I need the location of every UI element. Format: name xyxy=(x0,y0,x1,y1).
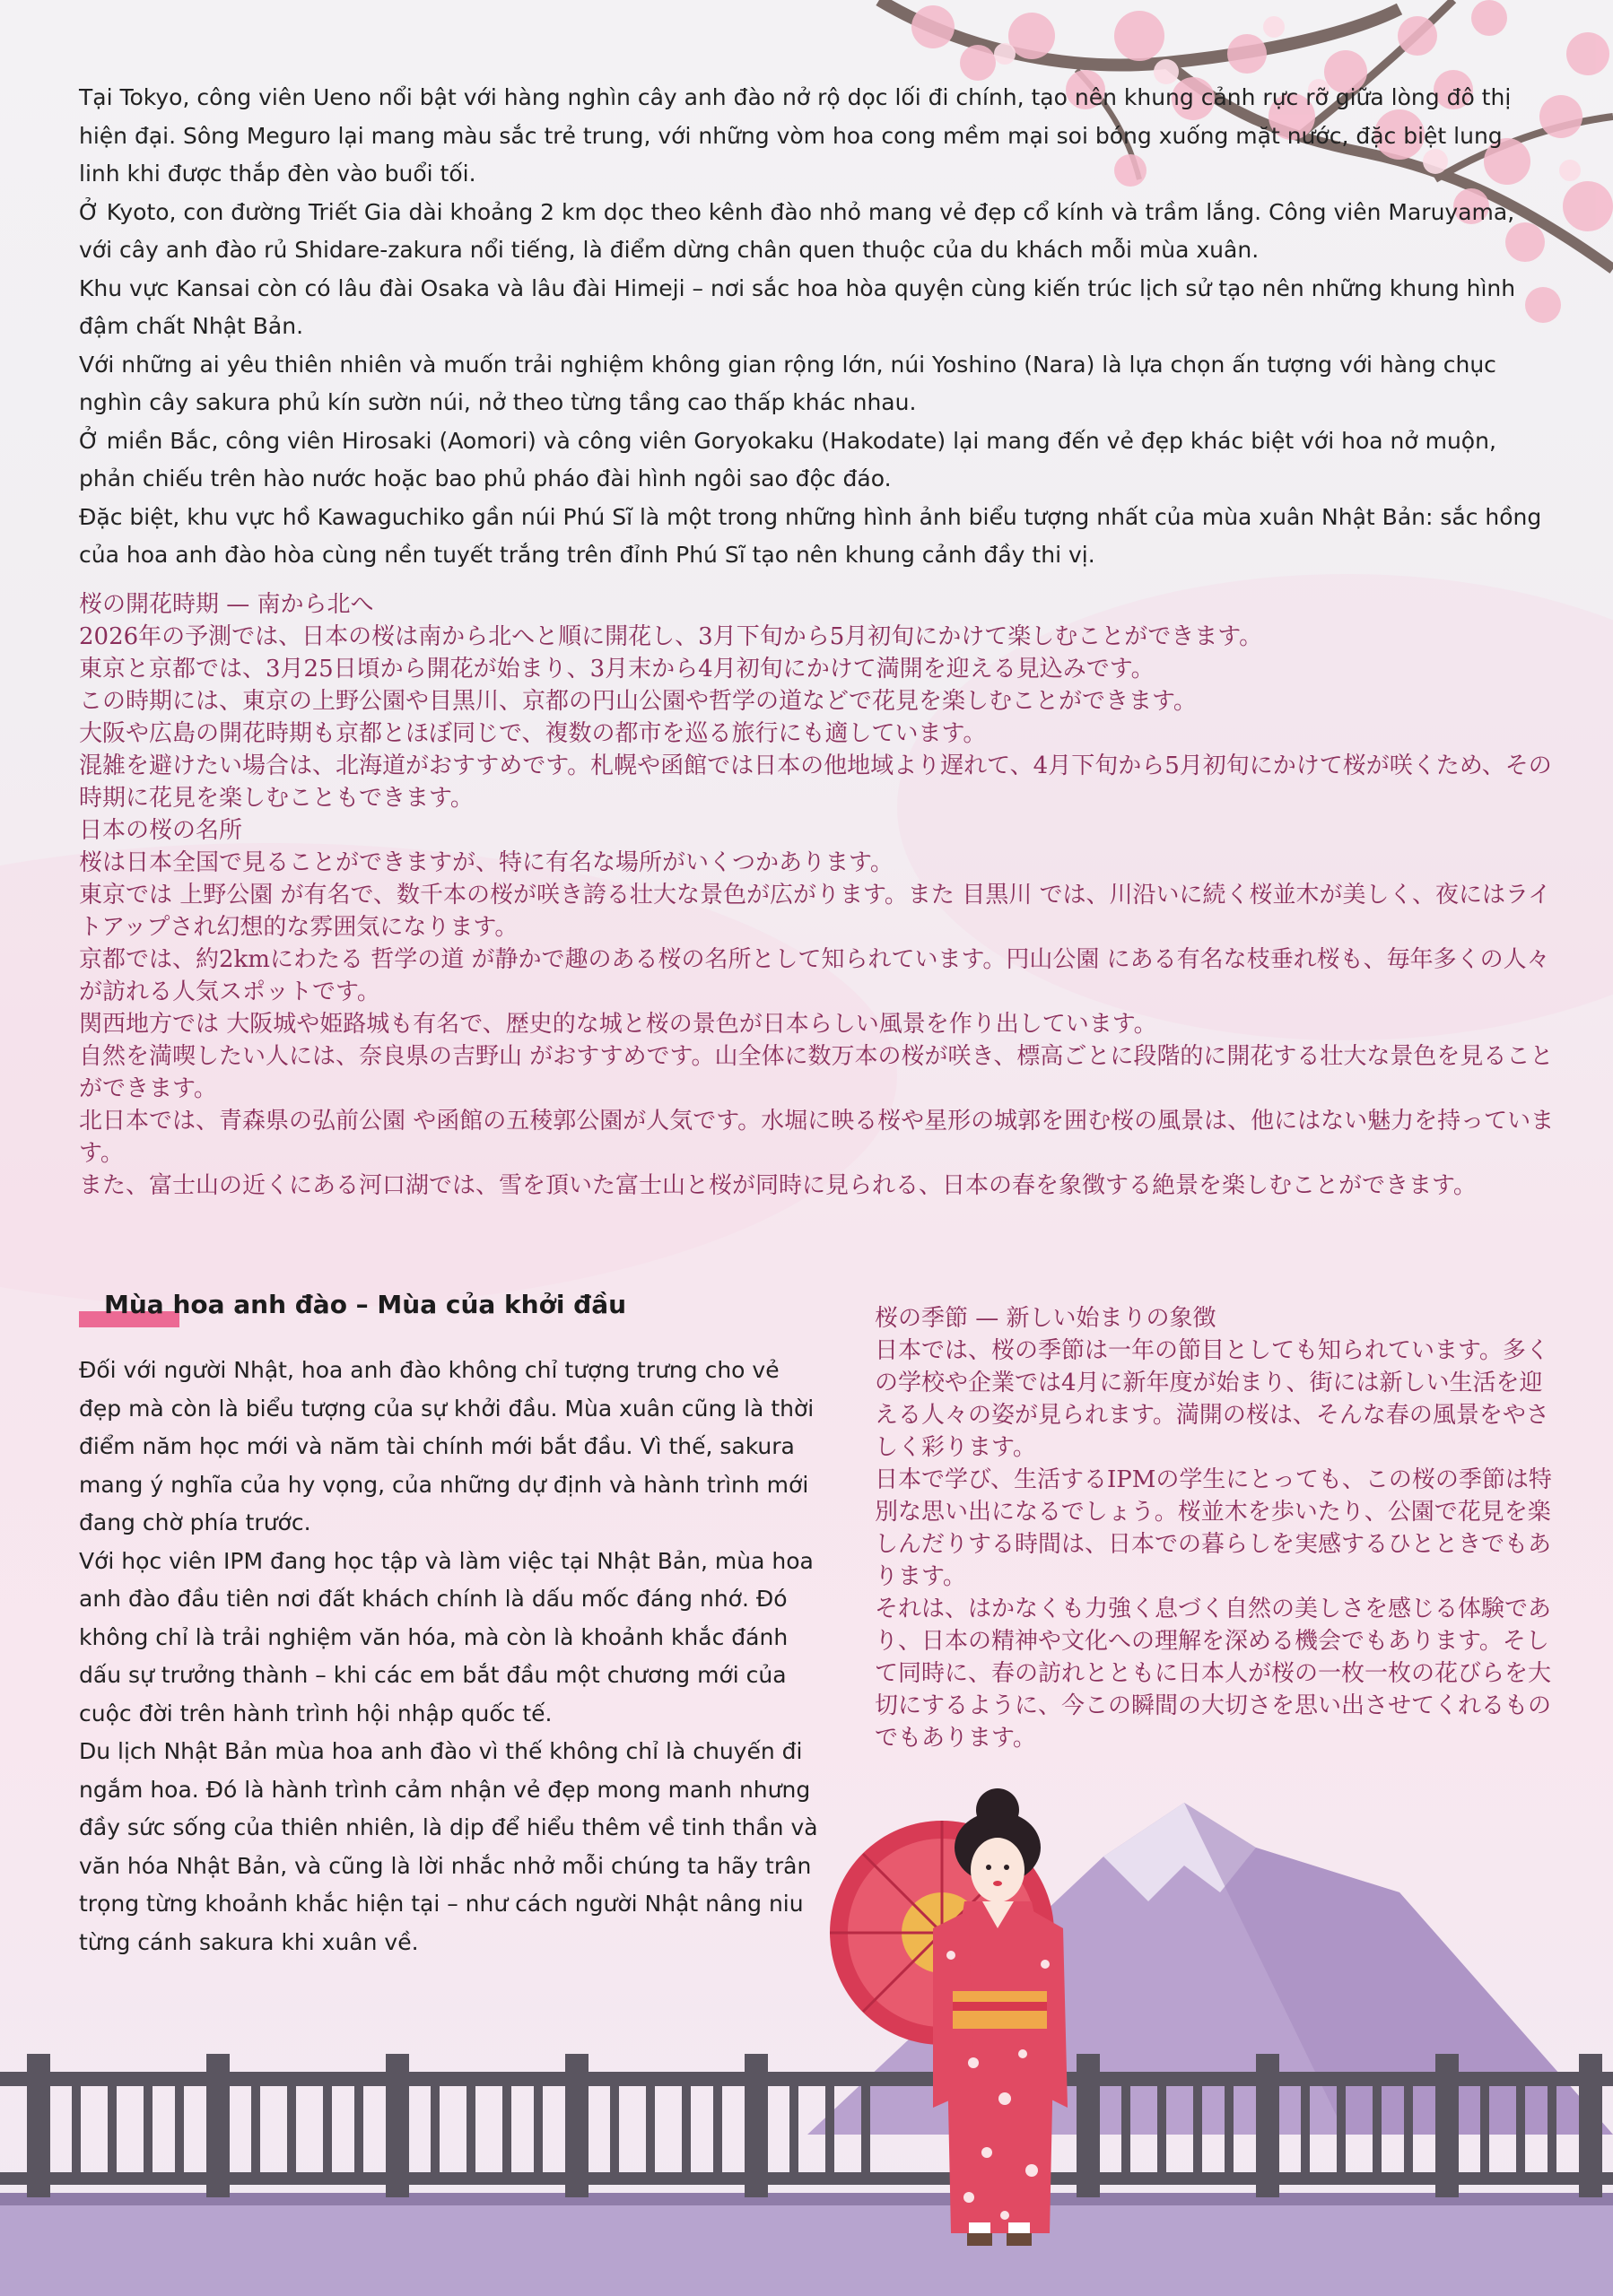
intro-japanese-text xyxy=(79,588,1559,1202)
intro-jp-paragraph: 北日本では、青森県の弘前公園 や函館の五稜郭公園が人気です。水堀に映る桜や星形の城郭を囲む桜の風景は、他にはない魅力を持っています。 xyxy=(79,1108,1555,1167)
intro-vi-paragraph: Ở miền Bắc, công viên Hirosaki (Aomori) và công viên Goryokaku (Hakodate) lại mang đến vẻ đẹp khác biệt với hoa nở muộn, phản chiếu trên hào nước hoặc bao phủ pháo đài hình ngôi sao độc đáo. xyxy=(79,427,1496,491)
intro-vi-paragraph: Tại Tokyo, công viên Ueno nổi bật với hàng nghìn cây anh đào nở rộ dọc lối đi chính, tạo nên khung cảnh rực rỡ giữa lòng đô thị hiện đại. Sông Meguro lại mang màu sắc trẻ trung, với những vòm hoa cong mềm mại soi bóng xuống mặt nước, đặc biệt lung linh khi được thắp đèn vào buổi tối. xyxy=(79,84,1512,187)
season-vietnamese-text xyxy=(79,1352,824,1961)
intro-vi-paragraph: Khu vực Kansai còn có lâu đài Osaka và lâu đài Himeji – nơi sắc hoa hòa quyện cùng kiến trúc lịch sử tạo nên những khung hình đậm chất Nhật Bản. xyxy=(79,274,1516,339)
intro-jp-paragraph: 2026年の予測では、日本の桜は南から北へと順に開花し、3月下旬から5月初旬にかけて楽しむことができます。 xyxy=(79,623,1263,650)
season-jp-paragraph: 日本で学び、生活するIPMの学生にとっても、この桜の季節は特別な思い出になるでしょう。桜並木を歩いたり、公園で花見を楽しんだりする時間は、日本での暮らしを実感するひとときでもあります。 xyxy=(875,1466,1552,1590)
season-jp-paragraph: それは、はかなくも力強く息づく自然の美しさを感じる体験であり、日本の精神や文化への理解を深める機会でもあります。そして同時に、春の訪れとともに日本人が桜の一枚一枚の花びらを大切にするように、今この瞬間の大切さを思い出させてくれるものでもあります。 xyxy=(875,1596,1552,1752)
intro-vi-paragraph: Đặc biệt, khu vực hồ Kawaguchiko gần núi Phú Sĩ là một trong những hình ảnh biểu tượng nhất của mùa xuân Nhật Bản: sắc hồng của hoa anh đào hòa cùng nền tuyết trắng trên đỉnh Phú Sĩ tạo nên khung cảnh đầy thi vị. xyxy=(79,503,1542,568)
intro-jp-paragraph: この時期には、東京の上野公園や目黒川、京都の円山公園や哲学の道などで花見を楽しむことができます。 xyxy=(79,688,1197,715)
intro-jp-paragraph: 大阪や広島の開花時期も京都とほぼ同じで、複数の都市を巡る旅行にも適しています。 xyxy=(79,720,987,747)
section-heading xyxy=(79,1290,635,1329)
intro-jp-paragraph: 桜は日本全国で見ることができますが、特に有名な場所がいくつかあります。 xyxy=(79,849,894,876)
jp-heading-season: 桜の季節 — 新しい始まりの象徴 xyxy=(875,1305,1216,1332)
intro-jp-paragraph: 東京と京都では、3月25日頃から開花が始まり、3月末から4月初旬にかけて満開を迎える見込みです。 xyxy=(79,656,1155,683)
intro-vietnamese-text xyxy=(79,79,1550,575)
jp-heading-bloom-period: 桜の開花時期 — 南から北へ xyxy=(79,591,374,618)
season-jp-paragraph: 日本では、桜の季節は一年の節目としても知られています。多くの学校や企業では4月に新年度が始まり、街には新しい生活を迎える人々の姿が見られます。満開の桜は、そんな春の風景をやさしく彩ります。 xyxy=(875,1337,1549,1461)
intro-jp-paragraph: 東京では 上野公園 が有名で、数千本の桜が咲き誇る壮大な景色が広がります。また 目黒川 では、川沿いに続く桜並木が美しく、夜にはライトアップされ幻想的な雰囲気になります。 xyxy=(79,882,1552,941)
section-title: Mùa hoa anh đào – Mùa của khởi đầu xyxy=(104,1290,627,1319)
jp-heading-famous-spots: 日本の桜の名所 xyxy=(79,817,243,844)
intro-vi-paragraph: Với những ai yêu thiên nhiên và muốn trải nghiệm không gian rộng lớn, núi Yoshino (Nara) là lựa chọn ấn tượng với hàng chục nghìn cây sakura phủ kín sườn núi, nở theo từng tầng cao thấp khác nhau. xyxy=(79,351,1496,415)
intro-jp-paragraph: 混雑を避けたい場合は、北海道がおすすめです。札幌や函館では日本の他地域より遅れて、4月下旬から5月初旬にかけて桜が咲くため、その時期に花見を楽しむこともできます。 xyxy=(79,752,1552,812)
season-japanese-text xyxy=(875,1302,1556,1754)
season-vi-paragraph: Du lịch Nhật Bản mùa hoa anh đào vì thế không chỉ là chuyến đi ngắm hoa. Đó là hành trình cảm nhận vẻ đẹp mong manh nhưng đầy sức sống của thiên nhiên, là dịp để hiểu thêm về tinh thần và văn hóa Nhật Bản, và cũng là lời nhắc nhở mỗi chúng ta hãy trân trọng từng khoảnh khắc hiện tại – như cách người Nhật nâng niu từng cánh sakura khi xuân về. xyxy=(79,1738,818,1955)
season-vi-paragraph: Đối với người Nhật, hoa anh đào không chỉ tượng trưng cho vẻ đẹp mà còn là biểu tượng của sự khởi đầu. Mùa xuân cũng là thời điểm năm học mới và năm tài chính mới bắt đầu. Vì thế, sakura mang ý nghĩa của hy vọng, của những dự định và hành trình mới đang chờ phía trước. xyxy=(79,1357,815,1535)
intro-vi-paragraph: Ở Kyoto, con đường Triết Gia dài khoảng 2 km dọc theo kênh đào nhỏ mang vẻ đẹp cổ kính và trầm lắng. Công viên Maruyama, với cây anh đào rủ Shidare-zakura nổi tiếng, là điểm dừng chân quen thuộc của du khách mỗi mùa xuân. xyxy=(79,198,1515,263)
intro-jp-paragraph: 京都では、約2kmにわたる 哲学の道 が静かで趣のある桜の名所として知られています。円山公園 にある有名な枝垂れ桜も、毎年多くの人々が訪れる人気スポットです。 xyxy=(79,946,1550,1005)
season-vi-paragraph: Với học viên IPM đang học tập và làm việc tại Nhật Bản, mùa hoa anh đào đầu tiên nơi đất khách chính là dấu mốc đáng nhớ. Đó không chỉ là trải nghiệm văn hóa, mà còn là khoảnh khắc đánh dấu sự trưởng thành – khi các em bắt đầu một chương mới của cuộc đời trên hành trình hội nhập quốc tế. xyxy=(79,1547,814,1726)
intro-jp-paragraph: また、富士山の近くにある河口湖では、雪を頂いた富士山と桜が同時に見られる、日本の春を象徴する絶景を楽しむことができます。 xyxy=(79,1172,1477,1199)
intro-jp-paragraph: 自然を満喫したい人には、奈良県の吉野山 がおすすめです。山全体に数万本の桜が咲き、標高ごとに段階的に開花する壮大な景色を見ることができます。 xyxy=(79,1043,1554,1102)
intro-jp-paragraph: 関西地方では 大阪城や姫路城も有名で、歴史的な城と桜の景色が日本らしい風景を作り出しています。 xyxy=(79,1011,1157,1038)
